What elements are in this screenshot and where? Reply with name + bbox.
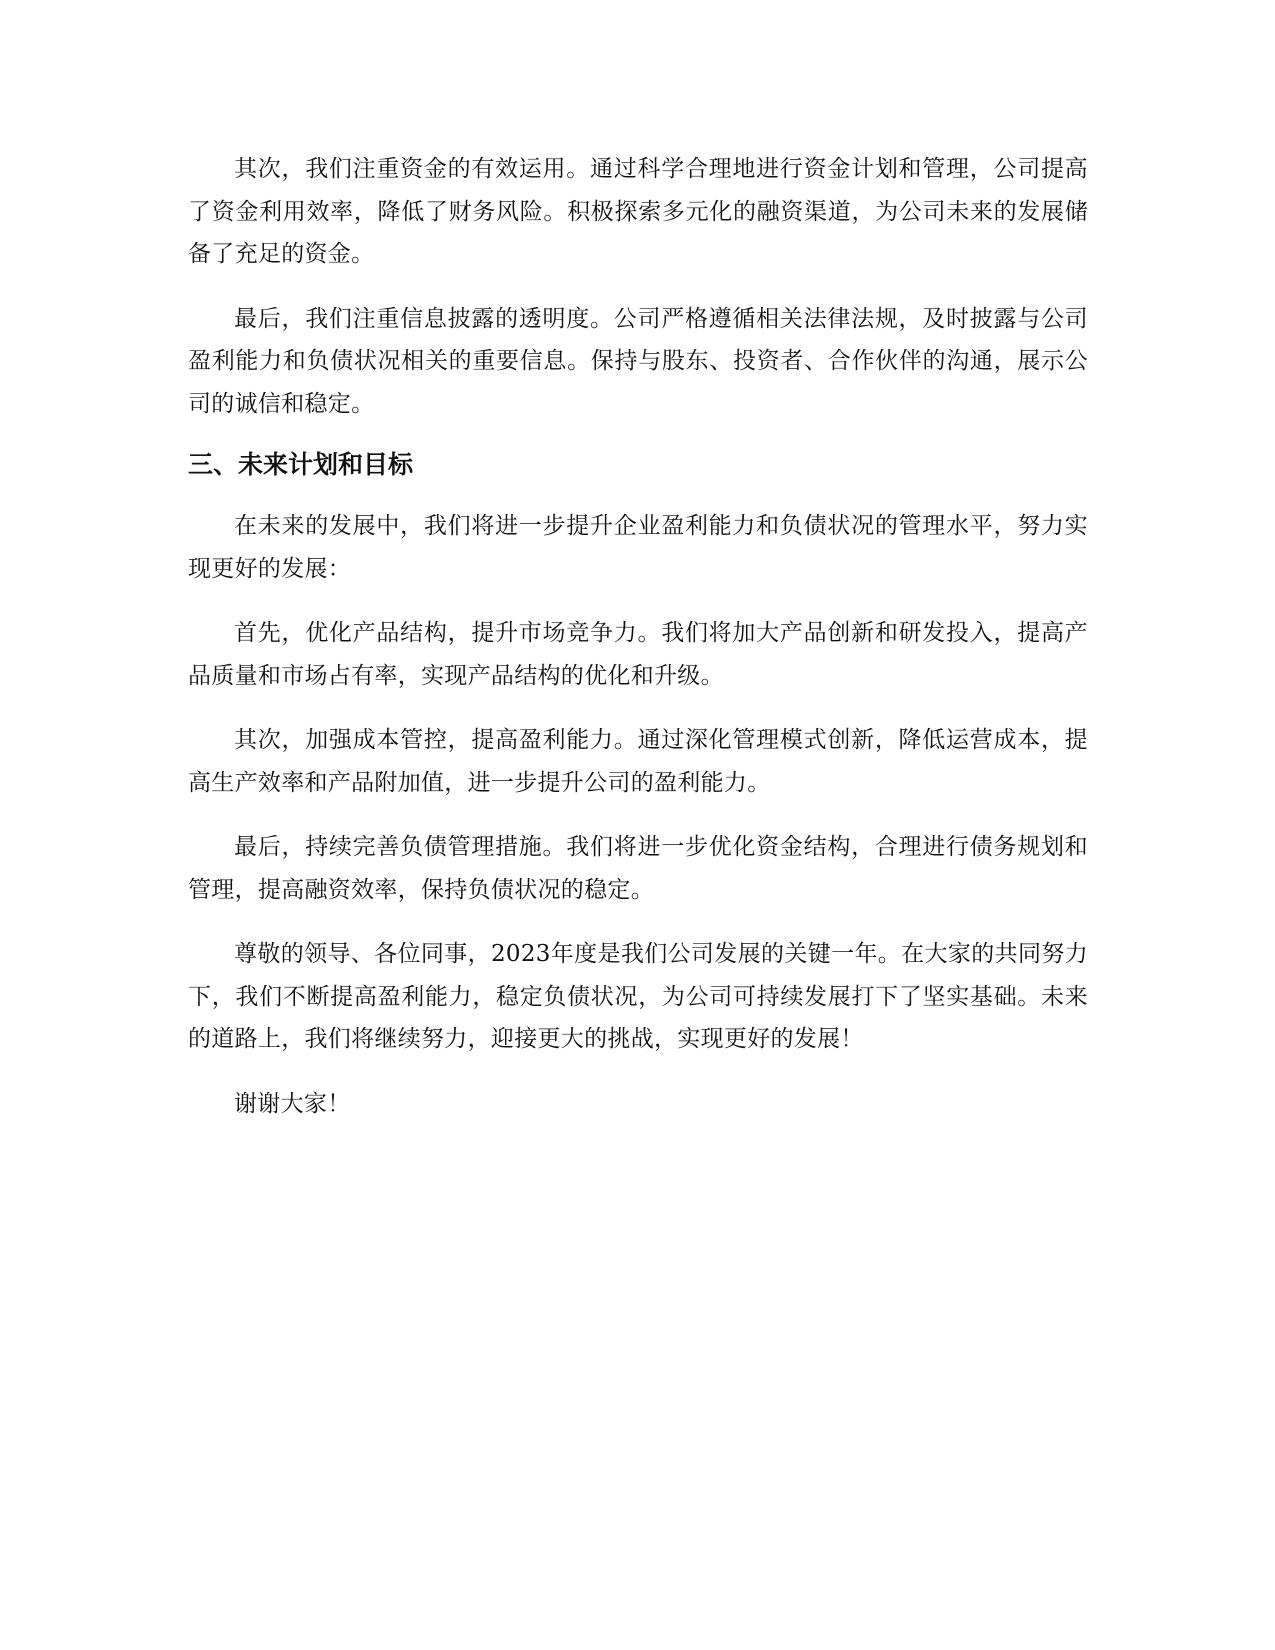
paragraph-future-intro: 在未来的发展中，我们将进一步提升企业盈利能力和负债状况的管理水平，努力实现更好的发展： [188,513,1088,582]
paragraph-product-structure: 首先，优化产品结构，提升市场竞争力。我们将加大产品创新和研发投入，提高产品质量和市场占有率，实现产品结构的优化和升级。 [188,620,1088,689]
paragraph-fund-utilization: 其次，我们注重资金的有效运用。通过科学合理地进行资金计划和管理，公司提高了资金利用效率，降低了财务风险。积极探索多元化的融资渠道，为公司未来的发展储备了充足的资金。 [188,156,1088,267]
paragraph-cost-control: 其次，加强成本管控，提高盈利能力。通过深化管理模式创新，降低运营成本，提高生产效率和产品附加值，进一步提升公司的盈利能力。 [188,727,1088,796]
section-heading-future-plans: 三、未来计划和目标 [188,450,414,479]
paragraph-disclosure-transparency: 最后，我们注重信息披露的透明度。公司严格遵循相关法律法规，及时披露与公司盈利能力和负债状况相关的重要信息。保持与股东、投资者、合作伙伴的沟通，展示公司的诚信和稳定。 [188,305,1088,417]
document-body [188,148,1088,1147]
paragraph-thanks: 谢谢大家！ [234,1090,351,1117]
paragraph-closing-remarks: 尊敬的领导、各位同事，2023年度是我们公司发展的关键一年。在大家的共同努力下，我们不断提高盈利能力，稳定负债状况，为公司可持续发展打下了坚实基础。未来的道路上，我们将继续努力，迎接更大的挑战，实现更好的发展！ [188,941,1088,1052]
paragraph-debt-management: 最后，持续完善负债管理措施。我们将进一步优化资金结构，合理进行债务规划和管理，提高融资效率，保持负债状况的稳定。 [188,834,1088,903]
